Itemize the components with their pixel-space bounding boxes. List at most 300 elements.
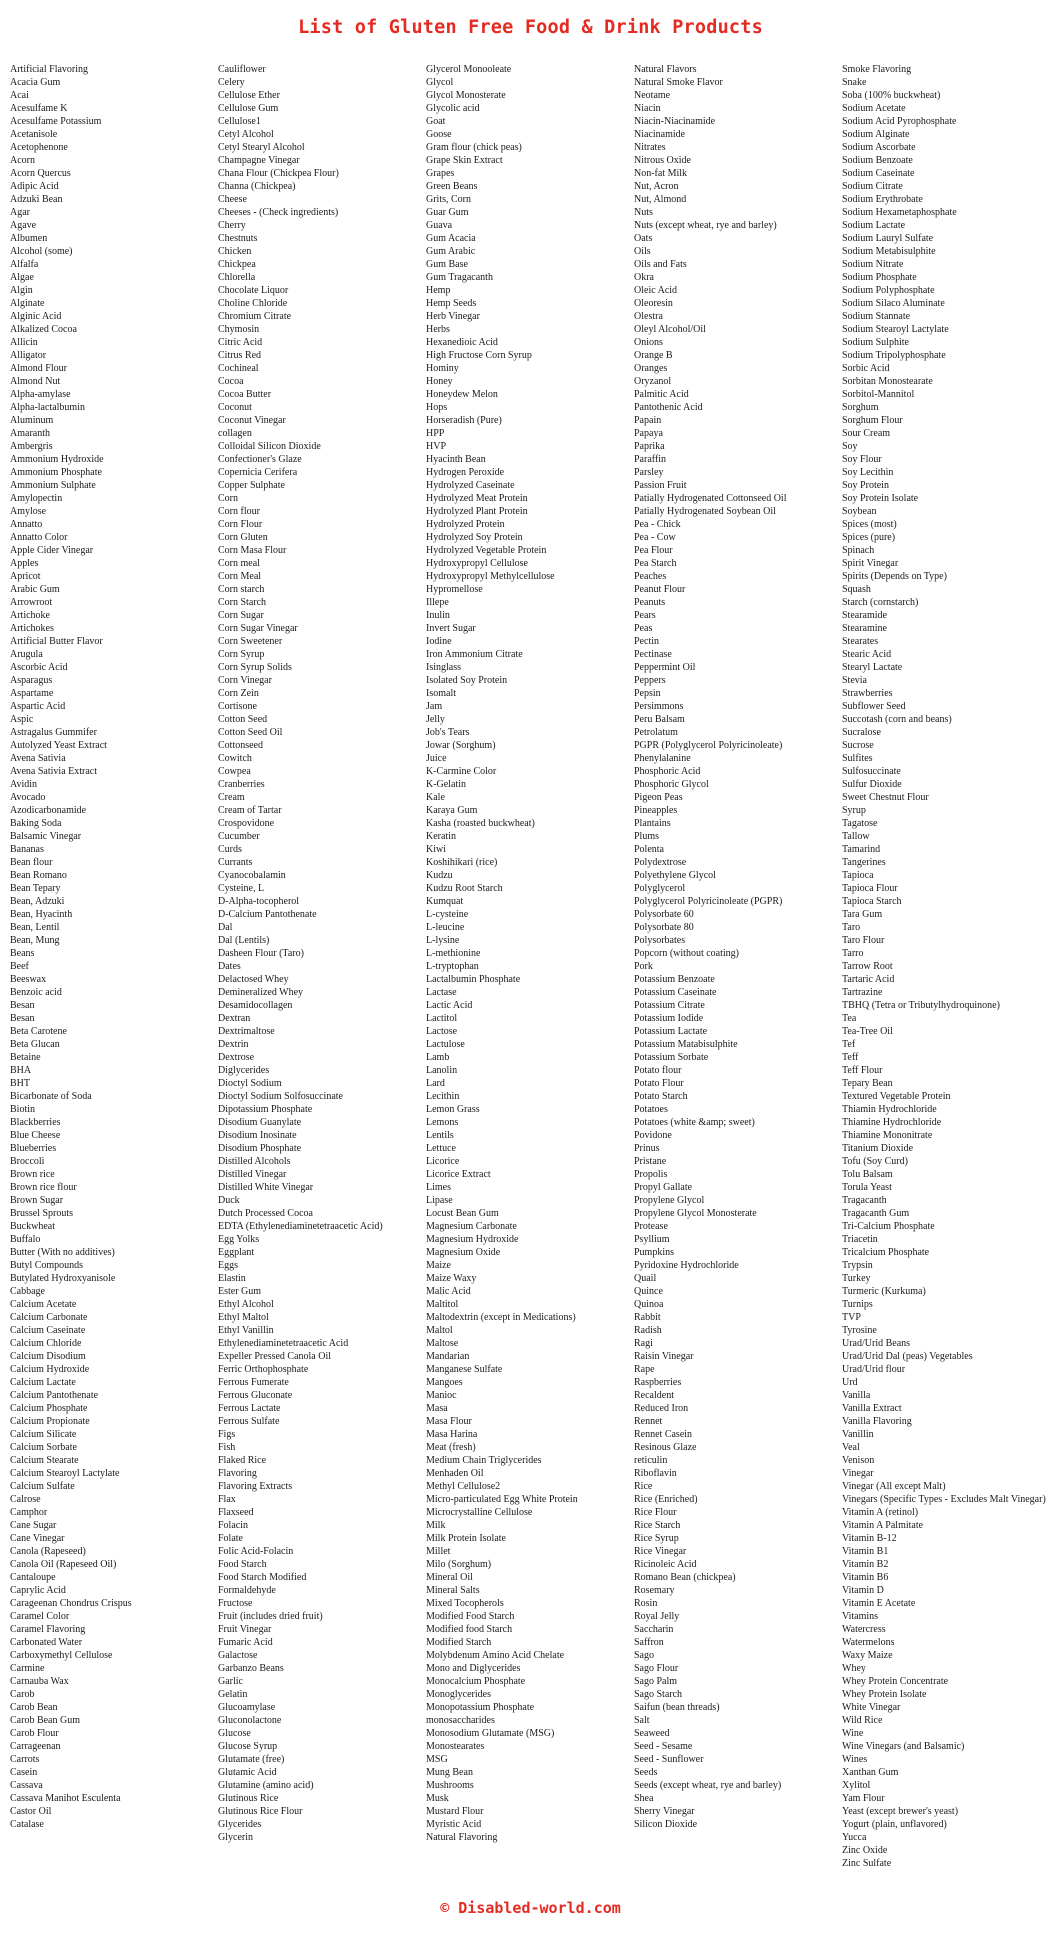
list-item: Tofu (Soy Curd) xyxy=(842,1156,908,1167)
list-item: Sodium Stannate xyxy=(842,311,911,322)
list-item: Blackberries xyxy=(10,1117,61,1128)
list-item: Corn Gluten xyxy=(218,532,268,543)
list-item: Artificial Butter Flavor xyxy=(10,636,103,647)
list-item: Tara Gum xyxy=(842,909,883,920)
list-item: Paraffin xyxy=(634,454,667,465)
list-item: Lactic Acid xyxy=(426,1000,473,1011)
list-item: Astragalus Gummifer xyxy=(10,727,97,738)
list-item: Pea - Cow xyxy=(634,532,676,543)
list-item: Tricalcium Phosphate xyxy=(842,1247,930,1258)
list-item: Sorbitan Monostearate xyxy=(842,376,933,387)
list-item: Cocoa Butter xyxy=(218,389,272,400)
list-item: Sweet Chestnut Flour xyxy=(842,792,929,803)
list-item: Fish xyxy=(218,1442,236,1453)
list-item: Aspartic Acid xyxy=(10,701,66,712)
product-columns xyxy=(10,63,1055,1883)
list-item: Peru Balsam xyxy=(634,714,685,725)
list-item: Acorn xyxy=(10,155,35,166)
list-item: Cheeses - (Check ingredients) xyxy=(218,207,339,218)
list-item: Lemons xyxy=(426,1117,459,1128)
list-item: Copper Sulphate xyxy=(218,480,285,491)
list-item: Coconut xyxy=(218,402,252,413)
list-item: Salt xyxy=(634,1715,650,1726)
list-item: Benzoic acid xyxy=(10,987,62,998)
list-item: Syrup xyxy=(842,805,866,816)
list-item: Niacin xyxy=(634,103,661,114)
list-item: Chymosin xyxy=(218,324,260,335)
list-item: Calcium Disodium xyxy=(10,1351,86,1362)
list-item: Mangoes xyxy=(426,1377,463,1388)
list-item: Meat (fresh) xyxy=(426,1442,476,1453)
list-item: Balsamic Vinegar xyxy=(10,831,82,842)
list-item: Lactose xyxy=(426,1026,458,1037)
list-item: Keratin xyxy=(426,831,456,842)
list-item: Xylitol xyxy=(842,1780,871,1791)
list-item: Arrowroot xyxy=(10,597,53,608)
list-item: Peanut Flour xyxy=(634,584,686,595)
list-item: Pea Flour xyxy=(634,545,673,556)
list-item: Glycerin xyxy=(218,1832,253,1843)
list-item: Limes xyxy=(426,1182,451,1193)
list-item: Mushrooms xyxy=(426,1780,474,1791)
list-item: Sulfites xyxy=(842,753,873,764)
list-item: Calcium Phosphate xyxy=(10,1403,88,1414)
list-item: Oleic Acid xyxy=(634,285,678,296)
list-item: Myristic Acid xyxy=(426,1819,482,1830)
list-item: Amylopectin xyxy=(10,493,63,504)
list-item: Oils and Fats xyxy=(634,259,687,270)
list-item: Job's Tears xyxy=(426,727,470,738)
list-item: Potatoes (white &amp; sweet) xyxy=(634,1117,755,1128)
list-item: Figs xyxy=(218,1429,236,1440)
list-item: Whey Protein Isolate xyxy=(842,1689,927,1700)
list-item: Lanolin xyxy=(426,1065,458,1076)
list-item: Milk Protein Isolate xyxy=(426,1533,506,1544)
list-item: Potato Starch xyxy=(634,1091,688,1102)
list-item: Potato Flour xyxy=(634,1078,684,1089)
list-item: Tri-Calcium Phosphate xyxy=(842,1221,935,1232)
list-item: Allicin xyxy=(10,337,38,348)
list-item: K-Gelatin xyxy=(426,779,466,790)
list-item: PGPR (Polyglycerol Polyricinoleate) xyxy=(634,740,783,751)
list-item: Subflower Seed xyxy=(842,701,906,712)
list-item: Desamidocollagen xyxy=(218,1000,293,1011)
list-item: Cellulose Ether xyxy=(218,90,280,101)
list-item: Urad/Urid flour xyxy=(842,1364,906,1375)
list-item: Karaya Gum xyxy=(426,805,478,816)
list-item: Carob xyxy=(10,1689,35,1700)
list-item: Herbs xyxy=(426,324,450,335)
list-item: Phosphoric Acid xyxy=(634,766,701,777)
list-item: Folacin xyxy=(218,1520,248,1531)
list-item: Spices (pure) xyxy=(842,532,896,543)
list-item: Wines xyxy=(842,1754,868,1765)
list-item: Carmine xyxy=(10,1663,45,1674)
list-item: Milk xyxy=(426,1520,446,1531)
list-item: Calcium Stearoyl Lactylate xyxy=(10,1468,120,1479)
list-item: Tarro xyxy=(842,948,864,959)
list-item: Invert Sugar xyxy=(426,623,476,634)
list-item: Tangerines xyxy=(842,857,886,868)
list-item: Vanilla Extract xyxy=(842,1403,902,1414)
list-item: Zinc Oxide xyxy=(842,1845,888,1856)
list-item: Hyacinth Bean xyxy=(426,454,486,465)
list-item: Tamarind xyxy=(842,844,881,855)
list-item: Ester Gum xyxy=(218,1286,262,1297)
list-item: Acesulfame Potassium xyxy=(10,116,102,127)
list-item: BHA xyxy=(10,1065,32,1076)
list-item: Recaldent xyxy=(634,1390,674,1401)
list-item: Corn meal xyxy=(218,558,260,569)
list-item: Corn Sugar xyxy=(218,610,264,621)
list-item: Dal xyxy=(218,922,233,933)
list-item: Alligator xyxy=(10,350,47,361)
list-item: Reduced Iron xyxy=(634,1403,689,1414)
list-item: Koshihikari (rice) xyxy=(426,857,498,868)
list-item: Ferrous Sulfate xyxy=(218,1416,280,1427)
list-item: Licorice xyxy=(426,1156,460,1167)
list-item: Glutamic Acid xyxy=(218,1767,277,1778)
list-item: Acacia Gum xyxy=(10,77,61,88)
list-item: Tragacanth Gum xyxy=(842,1208,910,1219)
list-item: Corn xyxy=(218,493,238,504)
list-item: Corn Syrup xyxy=(218,649,265,660)
list-item: Calcium Chloride xyxy=(10,1338,82,1349)
list-item: Mineral Oil xyxy=(426,1572,473,1583)
list-item: Cabbage xyxy=(10,1286,45,1297)
list-item: Urd xyxy=(842,1377,858,1388)
list-item: Glycol Monosterate xyxy=(426,90,506,101)
list-item: Stearic Acid xyxy=(842,649,892,660)
list-item: Apple Cider Vinegar xyxy=(10,545,94,556)
list-item: L-methionine xyxy=(426,948,481,959)
list-item: Sodium Nitrate xyxy=(842,259,904,270)
list-item: Algin xyxy=(10,285,33,296)
list-item: Cranberries xyxy=(218,779,265,790)
list-item: Annatto xyxy=(10,519,43,530)
list-item: Glycol xyxy=(426,77,454,88)
list-item: Oleyl Alcohol/Oil xyxy=(634,324,706,335)
list-item: Stearamide xyxy=(842,610,887,621)
list-item: Alginate xyxy=(10,298,45,309)
list-item: Rice Syrup xyxy=(634,1533,679,1544)
list-item: Sorghum Flour xyxy=(842,415,903,426)
list-item: Vitamin B-12 xyxy=(842,1533,897,1544)
list-item: Oils xyxy=(634,246,651,257)
list-item: Jam xyxy=(426,701,443,712)
list-item: Soy Protein xyxy=(842,480,889,491)
list-item: Sago xyxy=(634,1650,654,1661)
list-item: Corn Masa Flour xyxy=(218,545,287,556)
list-item: Citrus Red xyxy=(218,350,262,361)
list-item: Squash xyxy=(842,584,871,595)
list-item: Pea - Chick xyxy=(634,519,681,530)
list-item: Pantothenic Acid xyxy=(634,402,703,413)
list-item: Tartaric Acid xyxy=(842,974,895,985)
list-item: Papaya xyxy=(634,428,663,439)
list-item: Food Starch xyxy=(218,1559,267,1570)
list-item: Brussel Sprouts xyxy=(10,1208,74,1219)
list-item: Olestra xyxy=(634,311,663,322)
list-item: Kasha (roasted buckwheat) xyxy=(426,818,535,829)
list-item: Casein xyxy=(10,1767,38,1778)
list-item: Iron Ammonium Citrate xyxy=(426,649,523,660)
list-item: Caramel Color xyxy=(10,1611,70,1622)
list-item: Currants xyxy=(218,857,253,868)
list-item: Seeds xyxy=(634,1767,658,1778)
list-item: Sodium Polyphosphate xyxy=(842,285,935,296)
list-item: Dioctyl Sodium xyxy=(218,1078,282,1089)
list-item: Snake xyxy=(842,77,867,88)
list-item: Beta Glucan xyxy=(10,1039,60,1050)
list-item: Distilled Vinegar xyxy=(218,1169,287,1180)
list-item: Brown rice xyxy=(10,1169,55,1180)
list-item: Butylated Hydroxyanisole xyxy=(10,1273,116,1284)
list-item: Cortisone xyxy=(218,701,257,712)
list-item: Stearamine xyxy=(842,623,887,634)
list-item: Natural Smoke Flavor xyxy=(634,77,723,88)
list-item: Peas xyxy=(634,623,653,634)
list-item: Yogurt (plain, unflavored) xyxy=(842,1819,947,1830)
list-item: Sulfosuccinate xyxy=(842,766,901,777)
list-item: Alkalized Cocoa xyxy=(10,324,77,335)
list-item: Dextrimaltose xyxy=(218,1026,275,1037)
list-item: Sodium Ascorbate xyxy=(842,142,916,153)
list-item: Modified Food Starch xyxy=(426,1611,515,1622)
list-item: Ethylenediaminetetraacetic Acid xyxy=(218,1338,349,1349)
list-item: Beans xyxy=(10,948,35,959)
list-item: Micro-particulated Egg White Protein xyxy=(426,1494,578,1505)
list-item: Hydrogen Peroxide xyxy=(426,467,505,478)
list-item: Garbanzo Beans xyxy=(218,1663,284,1674)
list-item: Teff xyxy=(842,1052,859,1063)
list-item: Eggplant xyxy=(218,1247,255,1258)
list-item: Iodine xyxy=(426,636,452,647)
list-item: Sodium Hexametaphosphate xyxy=(842,207,957,218)
list-item: Taro Flour xyxy=(842,935,885,946)
list-item: Apples xyxy=(10,558,39,569)
list-item: Cucumber xyxy=(218,831,260,842)
list-item: Gum Tragacanth xyxy=(426,272,493,283)
list-item: Sodium Tripolyphosphate xyxy=(842,350,946,361)
list-item: Persimmons xyxy=(634,701,684,712)
list-item: Rice Starch xyxy=(634,1520,681,1531)
list-item: Nuts (except wheat, rye and barley) xyxy=(634,220,777,231)
list-item: Castor Oil xyxy=(10,1806,52,1817)
list-item: Ethyl Maltol xyxy=(218,1312,269,1323)
list-item: Ammonium Sulphate xyxy=(10,480,96,491)
list-item: Grapes xyxy=(426,168,455,179)
list-item: Xanthan Gum xyxy=(842,1767,899,1778)
list-item: Maize xyxy=(426,1260,451,1271)
list-item: Maltol xyxy=(426,1325,453,1336)
list-item: Natural Flavors xyxy=(634,64,697,75)
list-item: Kiwi xyxy=(426,844,446,855)
list-item: Soybean xyxy=(842,506,877,517)
list-item: Okra xyxy=(634,272,654,283)
list-item: Calcium Carbonate xyxy=(10,1312,88,1323)
list-item: Nitrous Oxide xyxy=(634,155,691,166)
list-item: Alpha-lactalbumin xyxy=(10,402,85,413)
list-item: Artichoke xyxy=(10,610,50,621)
list-item: Potato flour xyxy=(634,1065,682,1076)
list-item: Tapioca xyxy=(842,870,874,881)
list-item: Carboxymethyl Cellulose xyxy=(10,1650,113,1661)
list-item: Rennet xyxy=(634,1416,663,1427)
list-item: Hydroxypropyl Methylcellulose xyxy=(426,571,555,582)
list-item: Maize Waxy xyxy=(426,1273,477,1284)
list-item: Cane Vinegar xyxy=(10,1533,65,1544)
list-item: Peppermint Oil xyxy=(634,662,696,673)
list-item: Aspartame xyxy=(10,688,54,699)
list-item: Jowar (Sorghum) xyxy=(426,740,496,751)
list-item: Methyl Cellulose2 xyxy=(426,1481,501,1492)
list-item: Mustard Flour xyxy=(426,1806,484,1817)
list-item: Dioctyl Sodium Solfosuccinate xyxy=(218,1091,343,1102)
list-item: Watermelons xyxy=(842,1637,895,1648)
list-item: Honeydew Melon xyxy=(426,389,498,400)
list-item: Polysorbate 60 xyxy=(634,909,694,920)
list-item: Demineralized Whey xyxy=(218,987,304,998)
list-item: Patially Hydrogenated Soybean Oil xyxy=(634,506,776,517)
list-item: Lactulose xyxy=(426,1039,465,1050)
list-item: Bean Romano xyxy=(10,870,67,881)
list-item: Lemon Grass xyxy=(426,1104,480,1115)
list-item: Cetyl Stearyl Alcohol xyxy=(218,142,305,153)
list-item: Carageenan Chondrus Crispus xyxy=(10,1598,132,1609)
page-title: List of Gluten Free Food & Drink Products xyxy=(298,17,763,38)
list-item: Whey xyxy=(842,1663,866,1674)
list-item: Petrolatum xyxy=(634,727,678,738)
list-item: Beta Carotene xyxy=(10,1026,67,1037)
list-item: Calcium Caseinate xyxy=(10,1325,86,1336)
list-item: Chlorella xyxy=(218,272,256,283)
list-item: Cyanocobalamin xyxy=(218,870,286,881)
list-item: Lard xyxy=(426,1078,445,1089)
list-item: Microcrystalline Cellulose xyxy=(426,1507,533,1518)
list-item: Acai xyxy=(10,90,29,101)
list-item: Sucrose xyxy=(842,740,874,751)
list-item: Kumquat xyxy=(426,896,464,907)
list-item: Distilled Alcohols xyxy=(218,1156,291,1167)
list-item: Hydroxypropyl Cellulose xyxy=(426,558,528,569)
list-item: Trypsin xyxy=(842,1260,873,1271)
list-item: L-lysine xyxy=(426,935,460,946)
list-item: Sucralose xyxy=(842,727,881,738)
list-item: Wine xyxy=(842,1728,864,1739)
product-column-5 xyxy=(842,63,1047,1870)
list-item: Sodium Citrate xyxy=(842,181,903,192)
list-item: Isinglass xyxy=(426,662,461,673)
list-item: Calcium Silicate xyxy=(10,1429,77,1440)
list-item: Peanuts xyxy=(634,597,666,608)
list-item: Corn Zein xyxy=(218,688,259,699)
list-item: Natural Flavoring xyxy=(426,1832,498,1843)
list-item: Glutinous Rice Flour xyxy=(218,1806,303,1817)
list-item: Ethyl Alcohol xyxy=(218,1299,274,1310)
list-item: Kudzu Root Starch xyxy=(426,883,503,894)
list-item: Rennet Casein xyxy=(634,1429,693,1440)
list-item: Spirits (Depends on Type) xyxy=(842,571,947,582)
list-item: Cowitch xyxy=(218,753,252,764)
list-item: Carob Flour xyxy=(10,1728,59,1739)
list-item: Sodium Silaco Aluminate xyxy=(842,298,945,309)
list-item: Vinegar xyxy=(842,1468,874,1479)
list-item: Soy Protein Isolate xyxy=(842,493,919,504)
list-item: Fructose xyxy=(218,1598,253,1609)
list-item: Cocoa xyxy=(218,376,244,387)
list-item: Riboflavin xyxy=(634,1468,677,1479)
list-item: Vanilla xyxy=(842,1390,871,1401)
list-item: Annatto Color xyxy=(10,532,68,543)
list-item: Acetanisole xyxy=(10,129,58,140)
list-item: Ragi xyxy=(634,1338,653,1349)
list-item: Quail xyxy=(634,1273,657,1284)
list-item: Dextrose xyxy=(218,1052,255,1063)
list-item: Licorice Extract xyxy=(426,1169,491,1180)
list-item: Sodium Sulphite xyxy=(842,337,909,348)
list-item: Tepary Bean xyxy=(842,1078,893,1089)
list-item: Radish xyxy=(634,1325,662,1336)
list-item: Hydrolyzed Protein xyxy=(426,519,505,530)
list-item: Artificial Flavoring xyxy=(10,64,89,75)
list-item: Romano Bean (chickpea) xyxy=(634,1572,736,1583)
list-item: Cassava Manihot Esculenta xyxy=(10,1793,121,1804)
list-item: Polyglycerol xyxy=(634,883,686,894)
list-item: collagen xyxy=(218,428,252,439)
list-item: Butter (With no additives) xyxy=(10,1247,115,1258)
list-item: Grits, Corn xyxy=(426,194,471,205)
list-item: Propolis xyxy=(634,1169,668,1180)
list-item: Fumaric Acid xyxy=(218,1637,273,1648)
list-item: Turnips xyxy=(842,1299,873,1310)
list-item: Cellulose Gum xyxy=(218,103,279,114)
list-item: Mono and Diglycerides xyxy=(426,1663,521,1674)
list-item: Disodium Inosinate xyxy=(218,1130,297,1141)
list-item: Cantaloupe xyxy=(10,1572,56,1583)
list-item: Camphor xyxy=(10,1507,48,1518)
list-item: Passion Fruit xyxy=(634,480,687,491)
list-item: Veal xyxy=(842,1442,860,1453)
list-item: monosaccharides xyxy=(426,1715,495,1726)
list-item: Glycolic acid xyxy=(426,103,480,114)
list-item: Oats xyxy=(634,233,653,244)
list-item: Maltodextrin (except in Medications) xyxy=(426,1312,576,1323)
list-item: Horseradish (Pure) xyxy=(426,415,502,426)
list-item: Amaranth xyxy=(10,428,50,439)
list-item: Lactalbumin Phosphate xyxy=(426,974,521,985)
list-item: Bean, Mung xyxy=(10,935,60,946)
list-item: Almond Nut xyxy=(10,376,61,387)
list-item: Cochineal xyxy=(218,363,259,374)
list-item: L-leucine xyxy=(426,922,465,933)
list-item: Baking Soda xyxy=(10,818,62,829)
list-item: Potassium Benzoate xyxy=(634,974,715,985)
list-item: Ferric Orthophosphate xyxy=(218,1364,309,1375)
list-item: Phenylalanine xyxy=(634,753,691,764)
list-item: Sago Starch xyxy=(634,1689,683,1700)
list-item: Modified food Starch xyxy=(426,1624,513,1635)
list-item: Non-fat Milk xyxy=(634,168,688,179)
list-item: Rosemary xyxy=(634,1585,675,1596)
list-item: Flaxseed xyxy=(218,1507,254,1518)
list-item: Carrageenan xyxy=(10,1741,61,1752)
list-item: Avena Sativia xyxy=(10,753,66,764)
list-item: Glycerol Monooleate xyxy=(426,64,512,75)
list-item: Champagne Vinegar xyxy=(218,155,300,166)
list-item: Smoke Flavoring xyxy=(842,64,912,75)
list-item: Pumpkins xyxy=(634,1247,675,1258)
